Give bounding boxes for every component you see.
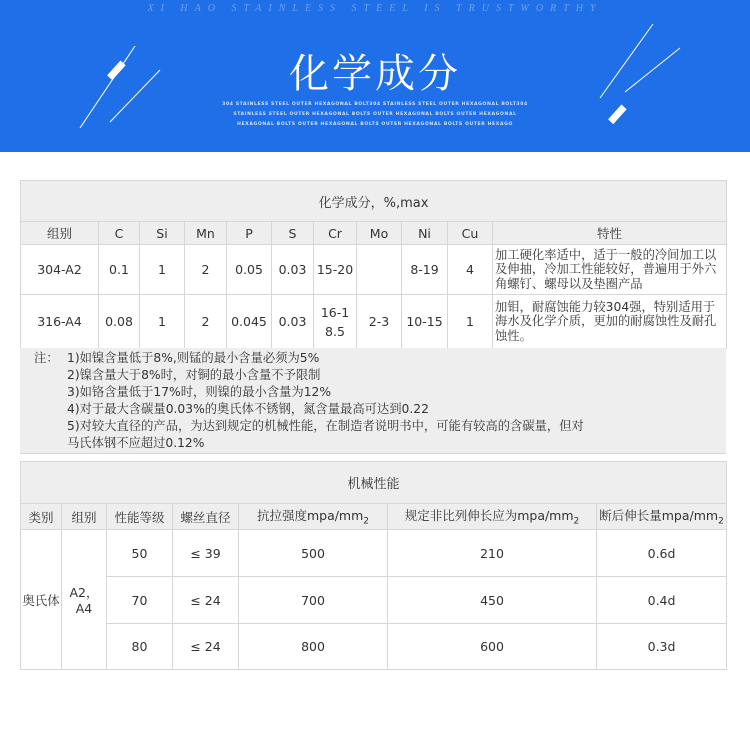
col-header-grade: 性能等级: [107, 504, 173, 530]
note-item: 2)镍含量大于8%时，对铜的最小含量不予限制: [67, 368, 321, 382]
mech-table-caption: 机械性能: [21, 462, 727, 504]
cell-mn: 2: [185, 295, 227, 349]
table-row: [21, 624, 727, 670]
unit-subscript: 2: [363, 516, 370, 527]
cell-group: 304-A2: [21, 245, 99, 295]
col-header-diameter: 螺丝直径: [173, 504, 239, 530]
col-header-elongation: [597, 504, 727, 530]
col-header-group: 组别: [21, 222, 99, 245]
cell-grade: 50: [107, 530, 173, 577]
page-title: 化学成分: [289, 51, 461, 97]
note-item: 5)对较大直径的产品，为达到规定的机械性能，在制造者说明书中，可能有较高的含碳量，但对: [67, 419, 584, 433]
cell-tensile: 700: [239, 577, 388, 624]
chem-table-caption: 化学成分，%,max: [21, 181, 727, 222]
col-header-group: 组别: [62, 504, 107, 530]
notes-label: 注：: [34, 351, 59, 365]
cell-cr: 16-18.5: [314, 295, 357, 349]
col-header-yield: [388, 504, 597, 530]
cell-yield: 600: [388, 624, 597, 670]
banner-micro-text-3: HEXAGONAL BOLTS OUTER HEXAGONAL BOLTS OUTER HEXAGONAL BOLTS OUTER HEXAGO: [237, 122, 513, 127]
cell-feature: 加钼，耐腐蚀能力较304强，特别适用于海水及化学介质，更加的耐腐蚀性及耐孔蚀性。: [493, 295, 727, 349]
col-header-tensile: [239, 504, 388, 530]
note-item: 3)如铬含量低于17%时，则镍的最小含量为12%: [67, 385, 332, 399]
cell-feature: 加工硬化率适中，适于一般的冷间加工以及伸抽，冷加工性能较好，普遍用于外六角螺钉、螺母以及垫圈产品: [493, 245, 727, 295]
col-header-p: P: [227, 222, 272, 245]
unit-subscript: 2: [718, 516, 724, 527]
cell-p: 0.045: [227, 295, 272, 349]
banner-micro-text-2: STAINLESS STEEL OUTER HEXAGONAL BOLTS OUTER HEXAGONAL BOLTS OUTER HEXAGONAL: [233, 112, 517, 117]
cell-elongation: 0.3d: [597, 624, 727, 670]
cell-s: 0.03: [272, 245, 314, 295]
cell-elongation: 0.6d: [597, 530, 727, 577]
table-row: [21, 577, 727, 624]
mechanical-properties-table: [20, 461, 727, 670]
elongation-header-text: 断后伸长量mpa/mm: [599, 508, 719, 524]
cell-c: 0.08: [99, 295, 140, 349]
table-row: [21, 295, 727, 349]
chemical-composition-table: [20, 180, 727, 349]
col-header-cr: Cr: [314, 222, 357, 245]
cell-grade: 80: [107, 624, 173, 670]
cell-mo: [357, 245, 402, 295]
note-item: 马氏体钢不应超过0.12%: [67, 436, 205, 450]
cell-group: 316-A4: [21, 295, 99, 349]
col-header-ni: Ni: [402, 222, 448, 245]
yield-header-text: 规定非比列伸长应为mpa/mm: [404, 508, 574, 524]
cell-c: 0.1: [99, 245, 140, 295]
table-row: [21, 530, 727, 577]
cell-yield: 450: [388, 577, 597, 624]
table-row: [21, 245, 727, 295]
cell-group: A2，A4: [62, 530, 107, 670]
cell-cu: 1: [448, 295, 493, 349]
banner-tagline: XI HAO STAINLESS STEEL IS TRUSTWORTHY: [147, 3, 603, 14]
cell-tensile: 500: [239, 530, 388, 577]
col-header-category: 类别: [21, 504, 62, 530]
col-header-mo: Mo: [357, 222, 402, 245]
cell-yield: 210: [388, 530, 597, 577]
cell-category: 奥氏体: [21, 530, 62, 670]
cell-ni: 8-19: [402, 245, 448, 295]
cell-diameter: ≤ 24: [173, 577, 239, 624]
col-header-s: S: [272, 222, 314, 245]
header-banner: [0, 0, 750, 152]
cell-ni: 10-15: [402, 295, 448, 349]
cell-grade: 70: [107, 577, 173, 624]
cell-mn: 2: [185, 245, 227, 295]
col-header-c: C: [99, 222, 140, 245]
cell-tensile: 800: [239, 624, 388, 670]
cell-elongation: 0.4d: [597, 577, 727, 624]
note-item: 1)如镍含量低于8%,则锰的最小含量必须为5%: [67, 351, 320, 365]
unit-subscript: 2: [573, 516, 580, 527]
cell-mo: 2-3: [357, 295, 402, 349]
note-item: 4)对于最大含碳量0.03%的奥氏体不锈钢，氮含量最高可达到0.22: [67, 402, 429, 416]
col-header-feature: 特性: [493, 222, 727, 245]
cell-cu: 4: [448, 245, 493, 295]
cell-cr: 15-20: [314, 245, 357, 295]
cell-si: 1: [140, 245, 185, 295]
col-header-cu: Cu: [448, 222, 493, 245]
cell-diameter: ≤ 24: [173, 624, 239, 670]
col-header-si: Si: [140, 222, 185, 245]
tensile-header-text: 抗拉强度mpa/mm: [256, 508, 364, 524]
cell-s: 0.03: [272, 295, 314, 349]
cell-p: 0.05: [227, 245, 272, 295]
col-header-mn: Mn: [185, 222, 227, 245]
cell-diameter: ≤ 39: [173, 530, 239, 577]
notes-section: [20, 348, 726, 454]
banner-micro-text-1: 304 STAINLESS STEEL OUTER HEXAGONAL BOLT304 STAINLESS STEEL OUTER HEXAGONAL BOLT304: [222, 102, 528, 107]
cell-si: 1: [140, 295, 185, 349]
